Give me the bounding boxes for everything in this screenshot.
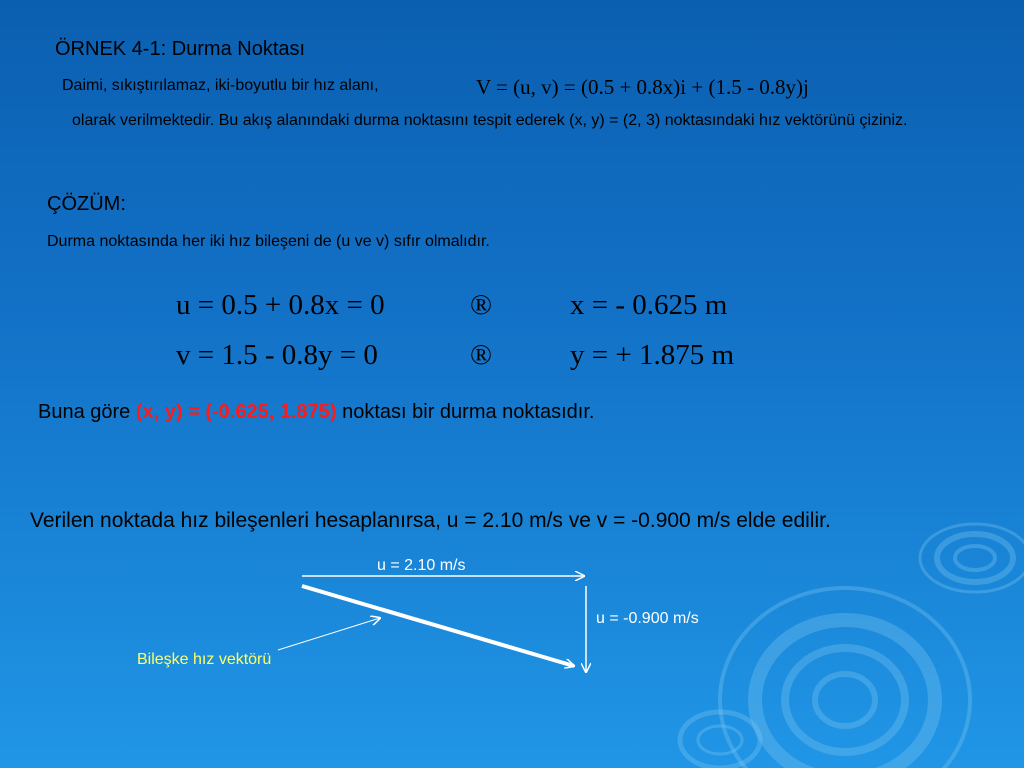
result-y: y = + 1.875 m (570, 339, 735, 371)
u-component-label: u = 2.10 m/s (377, 557, 466, 574)
conclusion-suffix: noktası bir durma noktasıdır. (342, 401, 595, 423)
resultant-vector-arrow (302, 586, 574, 666)
equation-v: v = 1.5 - 0.8y = 0 (176, 339, 378, 371)
problem-intro: Daimi, sıkıştırılamaz, iki-boyutlu bir hız alanı, (62, 77, 379, 94)
page-title: ÖRNEK 4-1: Durma Noktası (55, 38, 306, 60)
conclusion-prefix: Buna göre (38, 401, 131, 423)
velocity-field-formula: V = (u, v) = (0.5 + 0.8x)i + (1.5 - 0.8y)j (476, 75, 809, 99)
implies-symbol-1: ® (470, 289, 493, 321)
implies-symbol-2: ® (470, 339, 493, 371)
result-x: x = - 0.625 m (570, 289, 728, 321)
velocity-components-text: Verilen noktada hız bileşenleri hesaplanırsa, u = 2.10 m/s ve v = -0.900 m/s elde edilir. (30, 509, 831, 532)
problem-text: olarak verilmektedir. Bu akış alanındaki durma noktasını tespit ederek (x, y) = (2, 3) noktasındaki hız vektörünü çiziniz. (72, 112, 908, 129)
solution-heading: ÇÖZÜM: (47, 193, 126, 215)
equation-u: u = 0.5 + 0.8x = 0 (176, 289, 385, 321)
stagnation-point: (x, y) = (-0.625, 1.875) (135, 401, 337, 423)
solution-statement: Durma noktasında her iki hız bileşeni de (u ve v) sıfır olmalıdır. (47, 233, 490, 250)
v-component-label: u = -0.900 m/s (596, 610, 699, 627)
resultant-label: Bileşke hız vektörü (137, 651, 272, 668)
resultant-pointer-line (278, 618, 380, 650)
